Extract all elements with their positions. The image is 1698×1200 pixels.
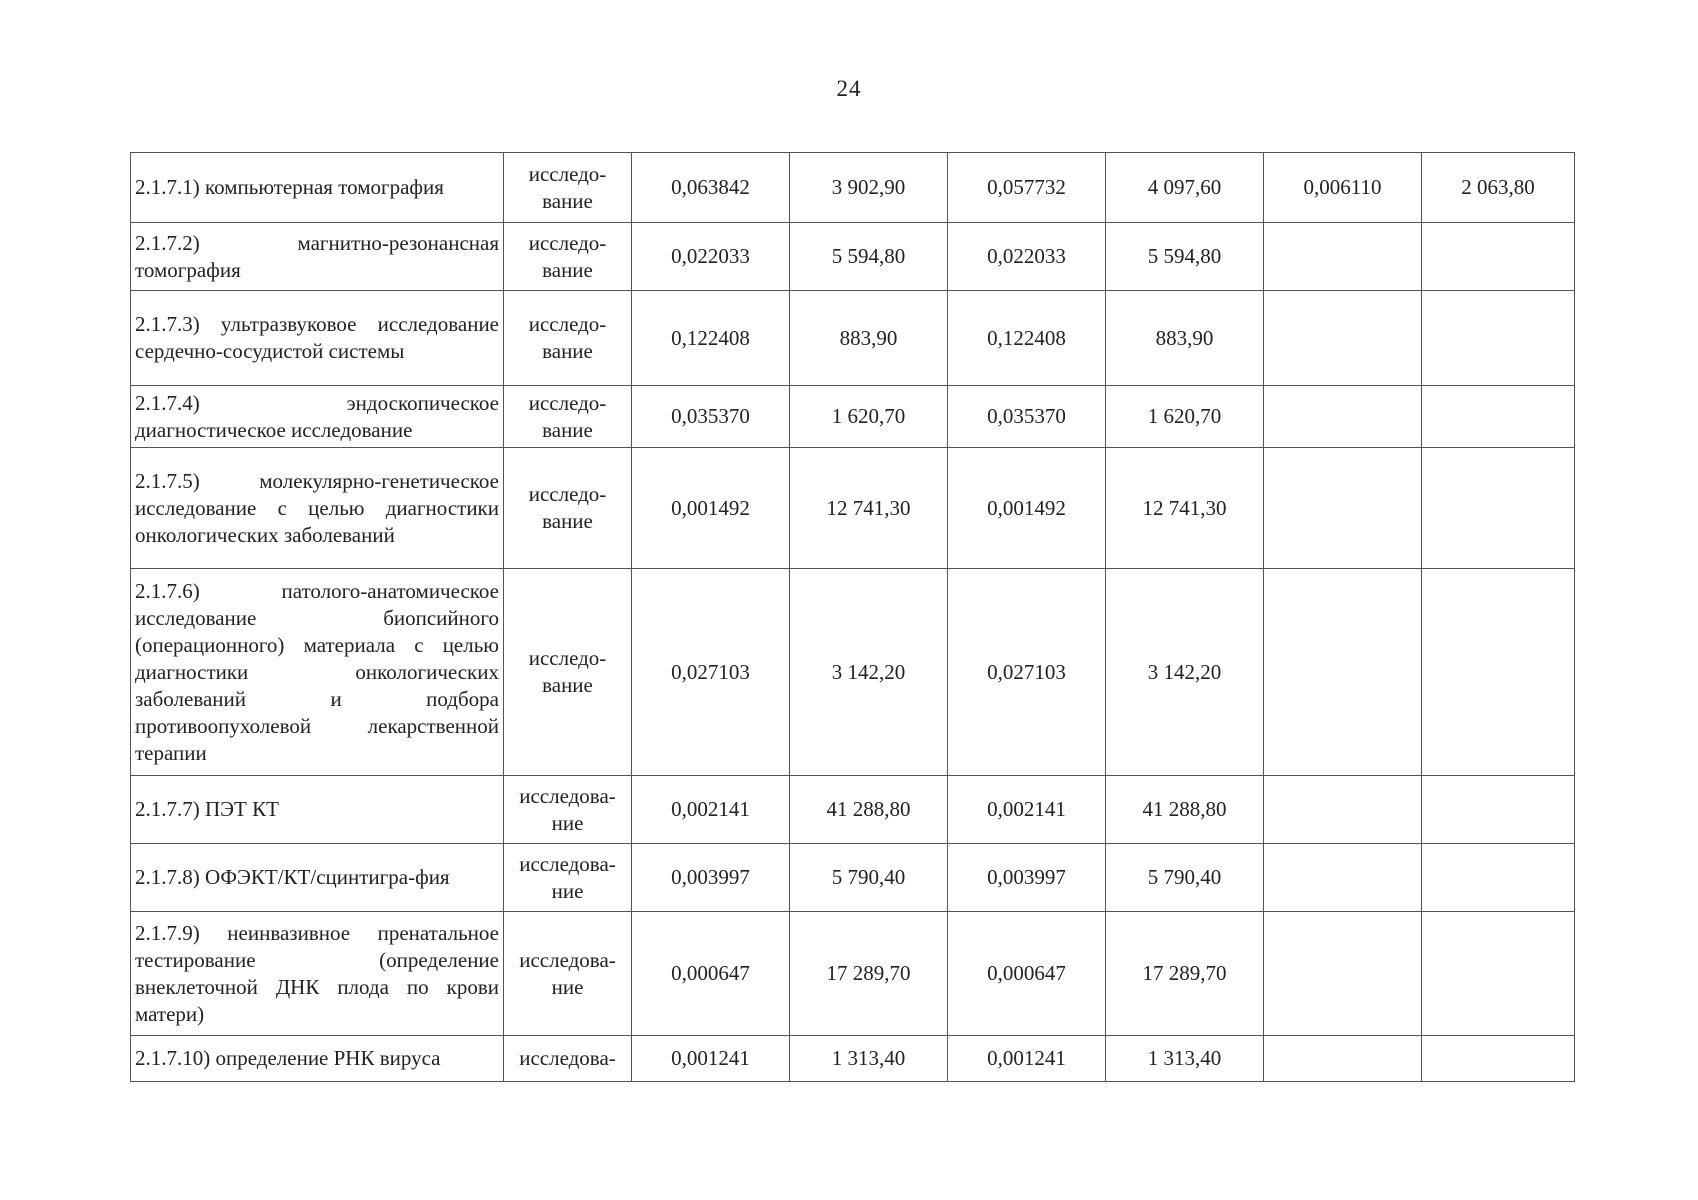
unit-text-line: ние (551, 878, 584, 903)
value-cell-v4: 883,90 (1106, 291, 1264, 386)
value-cell-v6 (1422, 1036, 1575, 1082)
value-cell-v1: 0,002141 (632, 776, 790, 844)
row-unit-cell (504, 1036, 632, 1082)
unit-text-line: вание (542, 188, 593, 213)
value-cell-v4: 1 313,40 (1106, 1036, 1264, 1082)
value-cell-v2: 3 902,90 (790, 153, 948, 223)
table-row (131, 448, 1575, 569)
value-cell-v3: 0,002141 (948, 776, 1106, 844)
table-row (131, 776, 1575, 844)
value-cell-v5 (1264, 569, 1422, 776)
unit-text-line: исследова- (519, 851, 616, 876)
row-name-cell: 2.1.7.3) ультразвуковое исследование сердечно-сосудистой системы (131, 291, 504, 386)
value-cell-v1: 0,022033 (632, 223, 790, 291)
row-unit-cell (504, 844, 632, 912)
unit-text-line: вание (542, 257, 593, 282)
value-cell-v2: 1 313,40 (790, 1036, 948, 1082)
value-cell-v3: 0,122408 (948, 291, 1106, 386)
table-row (131, 569, 1575, 776)
table-row (131, 153, 1575, 223)
row-name-cell: 2.1.7.7) ПЭТ КТ (131, 776, 504, 844)
row-name-cell: 2.1.7.9) неинвазивное пренатальное тестирование (определение внеклеточной ДНК плода по крови матери) (131, 912, 504, 1036)
value-cell-v6 (1422, 448, 1575, 569)
unit-text-line: исследо- (528, 161, 607, 186)
value-cell-v1: 0,027103 (632, 569, 790, 776)
unit-text-line: исследо- (528, 482, 607, 506)
value-cell-v2: 41 288,80 (790, 776, 948, 844)
value-cell-v5 (1264, 223, 1422, 291)
value-cell-v1: 0,122408 (632, 291, 790, 386)
page-number: 24 (836, 76, 862, 101)
value-cell-v5 (1264, 912, 1422, 1036)
value-cell-v2: 5 594,80 (790, 223, 948, 291)
table-row (131, 223, 1575, 291)
tariff-table (130, 152, 1575, 1082)
table-row (131, 844, 1575, 912)
unit-text-line: ние (551, 974, 584, 999)
value-cell-v3: 0,001241 (948, 1036, 1106, 1082)
unit-text-line: вание (542, 509, 593, 533)
value-cell-v5 (1264, 844, 1422, 912)
value-cell-v5 (1264, 448, 1422, 569)
table-row (131, 291, 1575, 386)
value-cell-v5 (1264, 1036, 1422, 1082)
value-cell-v3: 0,035370 (948, 386, 1106, 448)
value-cell-v1: 0,035370 (632, 386, 790, 448)
value-cell-v1: 0,000647 (632, 912, 790, 1036)
table-row (131, 386, 1575, 448)
unit-text-line: исследова- (519, 783, 616, 808)
value-cell-v3: 0,003997 (948, 844, 1106, 912)
value-cell-v2: 3 142,20 (790, 569, 948, 776)
value-cell-v4: 1 620,70 (1106, 386, 1264, 448)
value-cell-v4: 17 289,70 (1106, 912, 1264, 1036)
value-cell-v4: 4 097,60 (1106, 153, 1264, 223)
row-unit-cell (504, 448, 632, 569)
value-cell-v4: 41 288,80 (1106, 776, 1264, 844)
value-cell-v6 (1422, 291, 1575, 386)
table-row (131, 1036, 1575, 1082)
value-cell-v3: 0,027103 (948, 569, 1106, 776)
value-cell-v6: 2 063,80 (1422, 153, 1575, 223)
row-name-cell: 2.1.7.6) патолого-анатомическое исследование биопсийного (операционного) материала с целью диагностики онкологических заболеваний и подбора противоопухолевой лекарственной терапии (131, 569, 504, 776)
value-cell-v6 (1422, 386, 1575, 448)
value-cell-v1: 0,003997 (632, 844, 790, 912)
table-body (131, 153, 1575, 1082)
row-unit-cell (504, 386, 632, 448)
value-cell-v5 (1264, 291, 1422, 386)
row-unit-cell (504, 291, 632, 386)
value-cell-v5 (1264, 386, 1422, 448)
value-cell-v2: 5 790,40 (790, 844, 948, 912)
row-name-cell: 2.1.7.5) молекулярно-генетическое исследование с целью диагностики онкологических заболеваний (131, 448, 504, 569)
row-unit-cell (504, 153, 632, 223)
value-cell-v4: 3 142,20 (1106, 569, 1264, 776)
value-cell-v1: 0,001241 (632, 1036, 790, 1082)
value-cell-v2: 1 620,70 (790, 386, 948, 448)
unit-text-line: исследова- (519, 947, 616, 972)
value-cell-v2: 12 741,30 (790, 448, 948, 569)
value-cell-v6 (1422, 776, 1575, 844)
value-cell-v3: 0,000647 (948, 912, 1106, 1036)
value-cell-v3: 0,057732 (948, 153, 1106, 223)
row-name-cell: 2.1.7.4) эндоскопическое диагностическое исследование (131, 386, 504, 448)
unit-text-line: вание (542, 417, 593, 442)
row-name-cell: 2.1.7.10) определение РНК вируса (131, 1036, 504, 1082)
unit-text-line: вание (542, 339, 593, 363)
row-name-cell: 2.1.7.8) ОФЭКТ/КТ/сцинтигра-фия (131, 844, 504, 912)
row-unit-cell (504, 223, 632, 291)
value-cell-v6 (1422, 223, 1575, 291)
value-cell-v2: 17 289,70 (790, 912, 948, 1036)
value-cell-v5: 0,006110 (1264, 153, 1422, 223)
value-cell-v6 (1422, 844, 1575, 912)
row-name-cell: 2.1.7.1) компьютерная томография (131, 153, 504, 223)
value-cell-v1: 0,001492 (632, 448, 790, 569)
row-unit-cell (504, 569, 632, 776)
unit-text-line: исследо- (528, 230, 607, 255)
value-cell-v1: 0,063842 (632, 153, 790, 223)
unit-text-line: исследо- (528, 312, 607, 336)
value-cell-v4: 5 594,80 (1106, 223, 1264, 291)
value-cell-v4: 12 741,30 (1106, 448, 1264, 569)
value-cell-v5 (1264, 776, 1422, 844)
value-cell-v4: 5 790,40 (1106, 844, 1264, 912)
row-name-cell: 2.1.7.2) магнитно-резонансная томография (131, 223, 504, 291)
value-cell-v6 (1422, 569, 1575, 776)
value-cell-v3: 0,022033 (948, 223, 1106, 291)
value-cell-v6 (1422, 912, 1575, 1036)
value-cell-v2: 883,90 (790, 291, 948, 386)
unit-text-line: исследова- (519, 1046, 616, 1070)
unit-text-line: вание (542, 673, 593, 697)
table-row (131, 912, 1575, 1036)
row-unit-cell (504, 776, 632, 844)
unit-text-line: исследо- (528, 646, 607, 670)
unit-text-line: исследо- (528, 390, 607, 415)
unit-text-line: ние (551, 810, 584, 835)
value-cell-v3: 0,001492 (948, 448, 1106, 569)
row-unit-cell (504, 912, 632, 1036)
